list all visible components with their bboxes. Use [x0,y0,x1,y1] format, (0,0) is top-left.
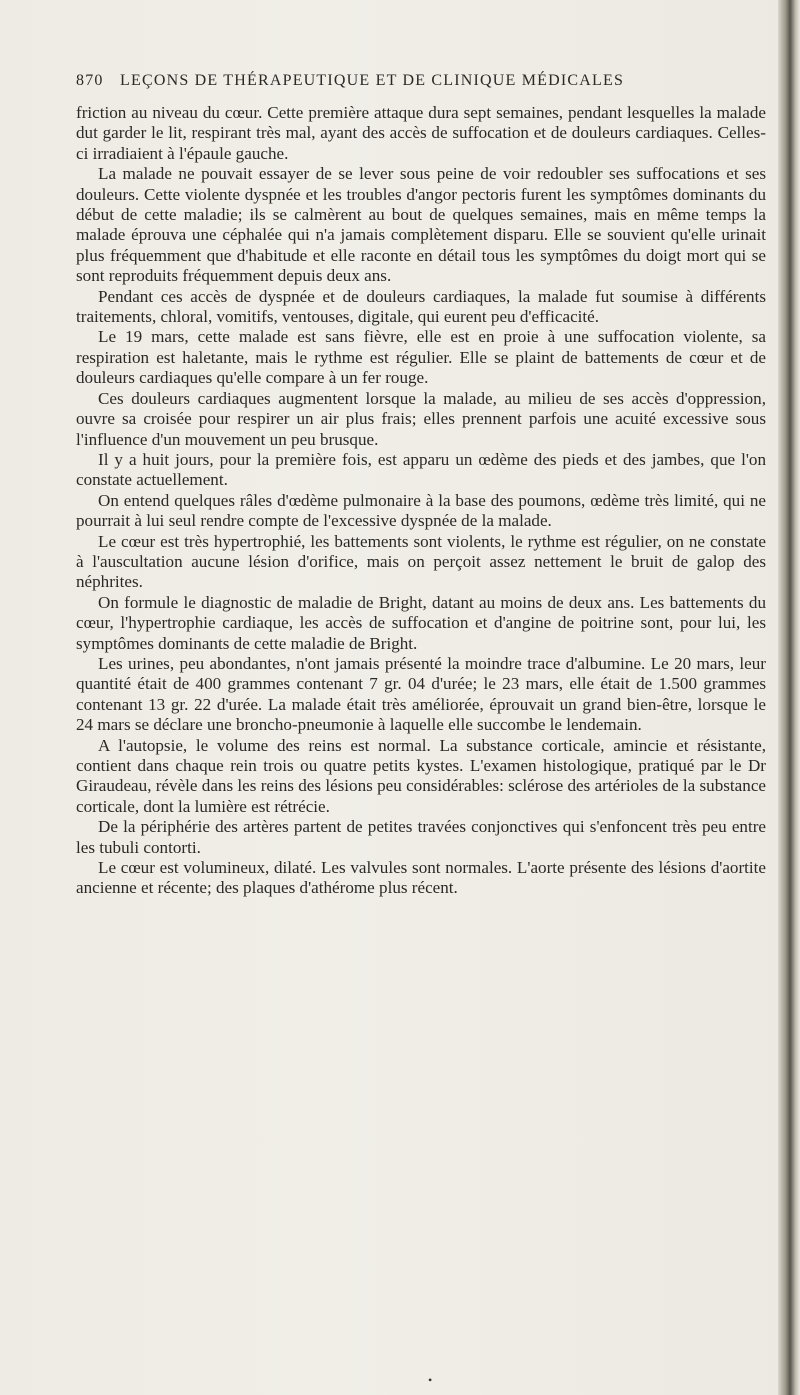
paragraph: La malade ne pouvait essayer de se lever sous peine de voir redoubler ses suffocations et ses douleurs. Cette violente dyspnée et les troubles d'angor pectoris furent les symptômes dominants du début de cette maladie; ils se calmèrent au bout de quelques semaines, mais en même temps la malade éprouva une céphalée qui n'a jamais complètement disparu. Elle se souvient qu'elle urinait plus fréquemment que d'habitude et elle raconte en détail tous les symptômes du doigt mort qui se sont reproduits fréquemment depuis deux ans. [76,164,766,286]
body-text [76,103,766,899]
paragraph: De la périphérie des artères partent de petites travées conjonctives qui s'enfoncent très peu entre les tubuli contorti. [76,817,766,857]
paragraph: On formule le diagnostic de maladie de Bright, datant au moins de deux ans. Les battements du cœur, l'hypertrophie cardiaque, les accès de suffocation et d'angine de poitrine sont, pour lui, les symptômes dominants de cette maladie de Bright. [76,592,766,653]
paragraph: Les urines, peu abondantes, n'ont jamais présenté la moindre trace d'albumine. Le 20 mars, leur quantité était de 400 grammes contenant 7 gr. 04 d'urée; le 23 mars, elle était de 1.500 grammes contenant 13 gr. 22 d'urée. La malade était très améliorée, éprouvait un grand bien-être, lorsque le 24 mars se déclare une broncho-pneumonie à laquelle elle succombe le lendemain. [76,653,766,735]
page-header [76,72,766,96]
paragraph: A l'autopsie, le volume des reins est normal. La substance corticale, amincie et résistante, contient dans chaque rein trois ou quatre petits kystes. L'examen histologique, pratiqué par le Dr Giraudeau, révèle dans les reins des lésions peu considérables: sclérose des artérioles de la substance corticale, dont la lumière est rétrécie. [76,735,766,816]
paragraph: Ces douleurs cardiaques augmentent lorsque la malade, au milieu de ses accès d'oppression, ouvre sa croisée pour respirer un air plus frais; elles prennent parfois une acuité excessive sous l'influence d'un mouvement un peu brusque. [76,388,766,449]
running-title: LEÇONS DE THÉRAPEUTIQUE ET DE CLINIQUE MÉDICALES [120,72,625,89]
page-number: 870 [76,72,104,89]
paragraph: Le 19 mars, cette malade est sans fièvre, elle est en proie à une suffocation violente, sa respiration est haletante, mais le rythme est régulier. Elle se plaint de battements de cœur et de douleurs cardiaques qu'elle compare à un fer rouge. [76,327,766,388]
page-edge-shadow [778,0,800,1395]
paragraph: Le cœur est très hypertrophié, les battements sont violents, le rythme est régulier, on ne constate à l'auscultation aucune lésion d'orifice, mais on perçoit assez nettement le bruit de galop des néphrites. [76,531,766,592]
paragraph: On entend quelques râles d'œdème pulmonaire à la base des poumons, œdème très limité, qui ne pourrait à lui seul rendre compte de l'excessive dyspnée de la malade. [76,490,766,531]
paragraph: Le cœur est volumineux, dilaté. Les valvules sont normales. L'aorte présente des lésions d'aortite ancienne et récente; des plaques d'athérome plus récent. [76,858,766,898]
paragraph: friction au niveau du cœur. Cette première attaque dura sept semaines, pendant lesquelles la malade dut garder le lit, respirant très mal, ayant des accès de suffocation et de douleurs cardiaques. Celles-ci irradiaient à l'épaule gauche. [76,103,766,163]
paragraph: Pendant ces accès de dyspnée et de douleurs cardiaques, la malade fut soumise à différents traitements, chloral, vomitifs, ventouses, digitale, qui eurent peu d'efficacité. [76,286,766,327]
paragraph: Il y a huit jours, pour la première fois, est apparu un œdème des pieds et des jambes, que l'on constate actuellement. [76,449,766,490]
bottom-mark: • [428,1373,433,1387]
